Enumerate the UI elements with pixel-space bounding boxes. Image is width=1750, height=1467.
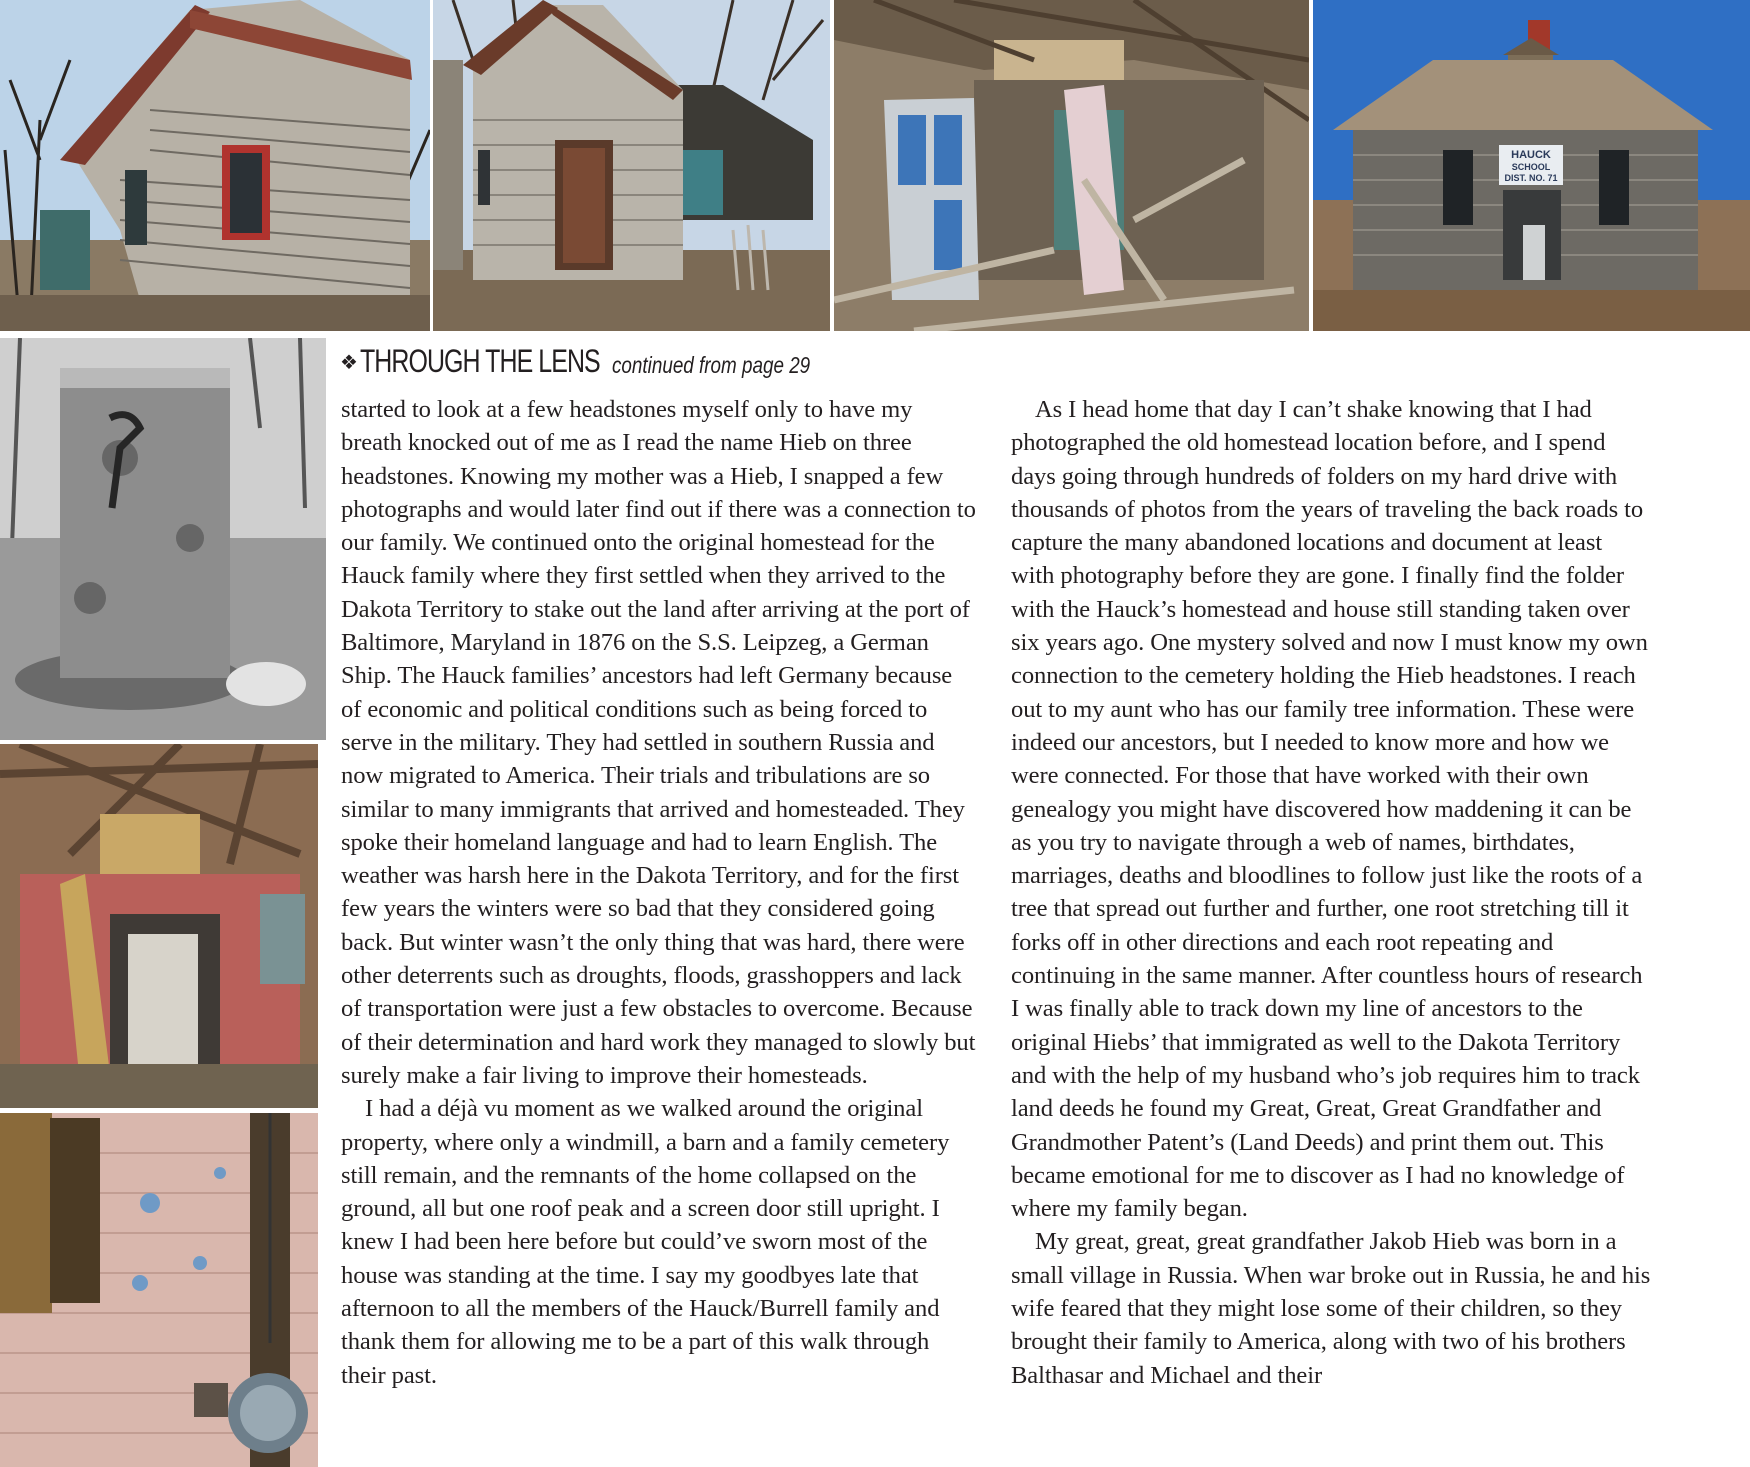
- photo-rusted-water-tank: [0, 338, 326, 740]
- section-title: THROUGH THE LENS: [359, 343, 600, 379]
- right-paragraph-1: As I head home that day I can’t shake knowing that I had photographed the old homestead location before, and I spend days going through hundreds of folders on my hard drive with thousands of photos from the years of traveling the back roads to capture the many abandoned locations and document at least with photography before they are gone. I finally find the folder with the Hauck’s homestead and house still standing taken over six years ago. One mystery solved and now I must know my own connection to the cemetery holding the Hieb headstones. I reach out to my aunt who has our family tree information. These were indeed our ancestors, but I needed to know more and how we were connected. For those that have worked with their own genealogy you might have discovered how maddening it can be as you try to navigate through a web of names, birthdates, marriages, deaths and bloodlines to follow just like the roots of a tree that spread out further and further, one root stretching till it forks off in other directions and each root repeating and continuing in the same manner. After countless hours of research I was finally able to track down my line of ancestors to the original Hiebs’ that immigrated as well to the Dakota Territory and with the help of my husband who’s job requires him to track land deeds he found my Great, Great, Great Grandfather and Grandmother Patent’s (Land Deeds) and print them out. This became emotional for me to discover as I had no knowledge of where my family began.: [1011, 396, 1648, 1223]
- photo-hauck-schoolhouse: [1313, 0, 1750, 331]
- section-header: [340, 343, 811, 385]
- photo-collapsed-interior-doors: [834, 0, 1309, 331]
- school-sign-line-2: SCHOOL: [1511, 162, 1551, 172]
- right-text-column: [1011, 393, 1651, 1392]
- photo-pink-wall-fixtures: [0, 1113, 318, 1467]
- left-text-column: [341, 393, 976, 1392]
- right-paragraph-2: My great, great, great grandfather Jakob Hieb was born in a small village in Russia. When war broke out in Russia, he and his wife feared that they might lose some of their children, so they brought their family to America, along with two of his brothers Balthasar and Michael and their: [1011, 1228, 1651, 1389]
- photo-collapsed-doorway: [0, 744, 318, 1108]
- school-sign-line-1: HAUCK: [1511, 149, 1551, 161]
- photo-abandoned-house-1: [0, 0, 430, 331]
- left-paragraph-2: I had a déjà vu moment as we walked around the original property, where only a windmill, a barn and a family cemetery still remain, and the remnants of the home collapsed on the ground, all but one roof peak and a screen door still upright. I knew I had been here before but could’ve sworn most of the house was standing at the time. I say my goodbyes late that afternoon to all the members of the Hauck/Burrell family and thank them for allowing me to be a part of this walk through their past.: [341, 1095, 950, 1389]
- school-sign-line-3: DIST. NO. 71: [1504, 173, 1558, 183]
- photo-abandoned-house-2: [433, 0, 830, 331]
- left-paragraph-1: started to look at a few headstones myself only to have my breath knocked out of me as I read the name Hieb on three headstones. Knowing my mother was a Hieb, I snapped a few photographs and would later find out if there was a connection to our family. We continued onto the original homestead for the Hauck family where they first settled when they arrived to the Dakota Territory to stake out the land after arriving at the port of Baltimore, Maryland in 1876 on the S.S. Leipzeg, a German Ship. The Hauck families’ ancestors had left Germany because of economic and political conditions such as being forced to serve in the military. They had settled in southern Russia and now migrated to America. Their trials and tribulations are so similar to many immigrants that arrived and homesteaded. They spoke their homeland language and had to learn English. The weather was harsh here in the Dakota Territory, and for the first few years the winters were so bad that they considered going back. But winter wasn’t the only thing that was hard, there were other deterrents such as droughts, floods, grasshoppers and lack of transportation were just a few obstacles to overcome. Because of their determination and hard work they managed to slowly but surely make a fair living to improve their homesteads.: [341, 396, 976, 1089]
- continued-note: continued from page 29: [612, 352, 811, 378]
- section-diamond-icon: ❖: [340, 350, 358, 374]
